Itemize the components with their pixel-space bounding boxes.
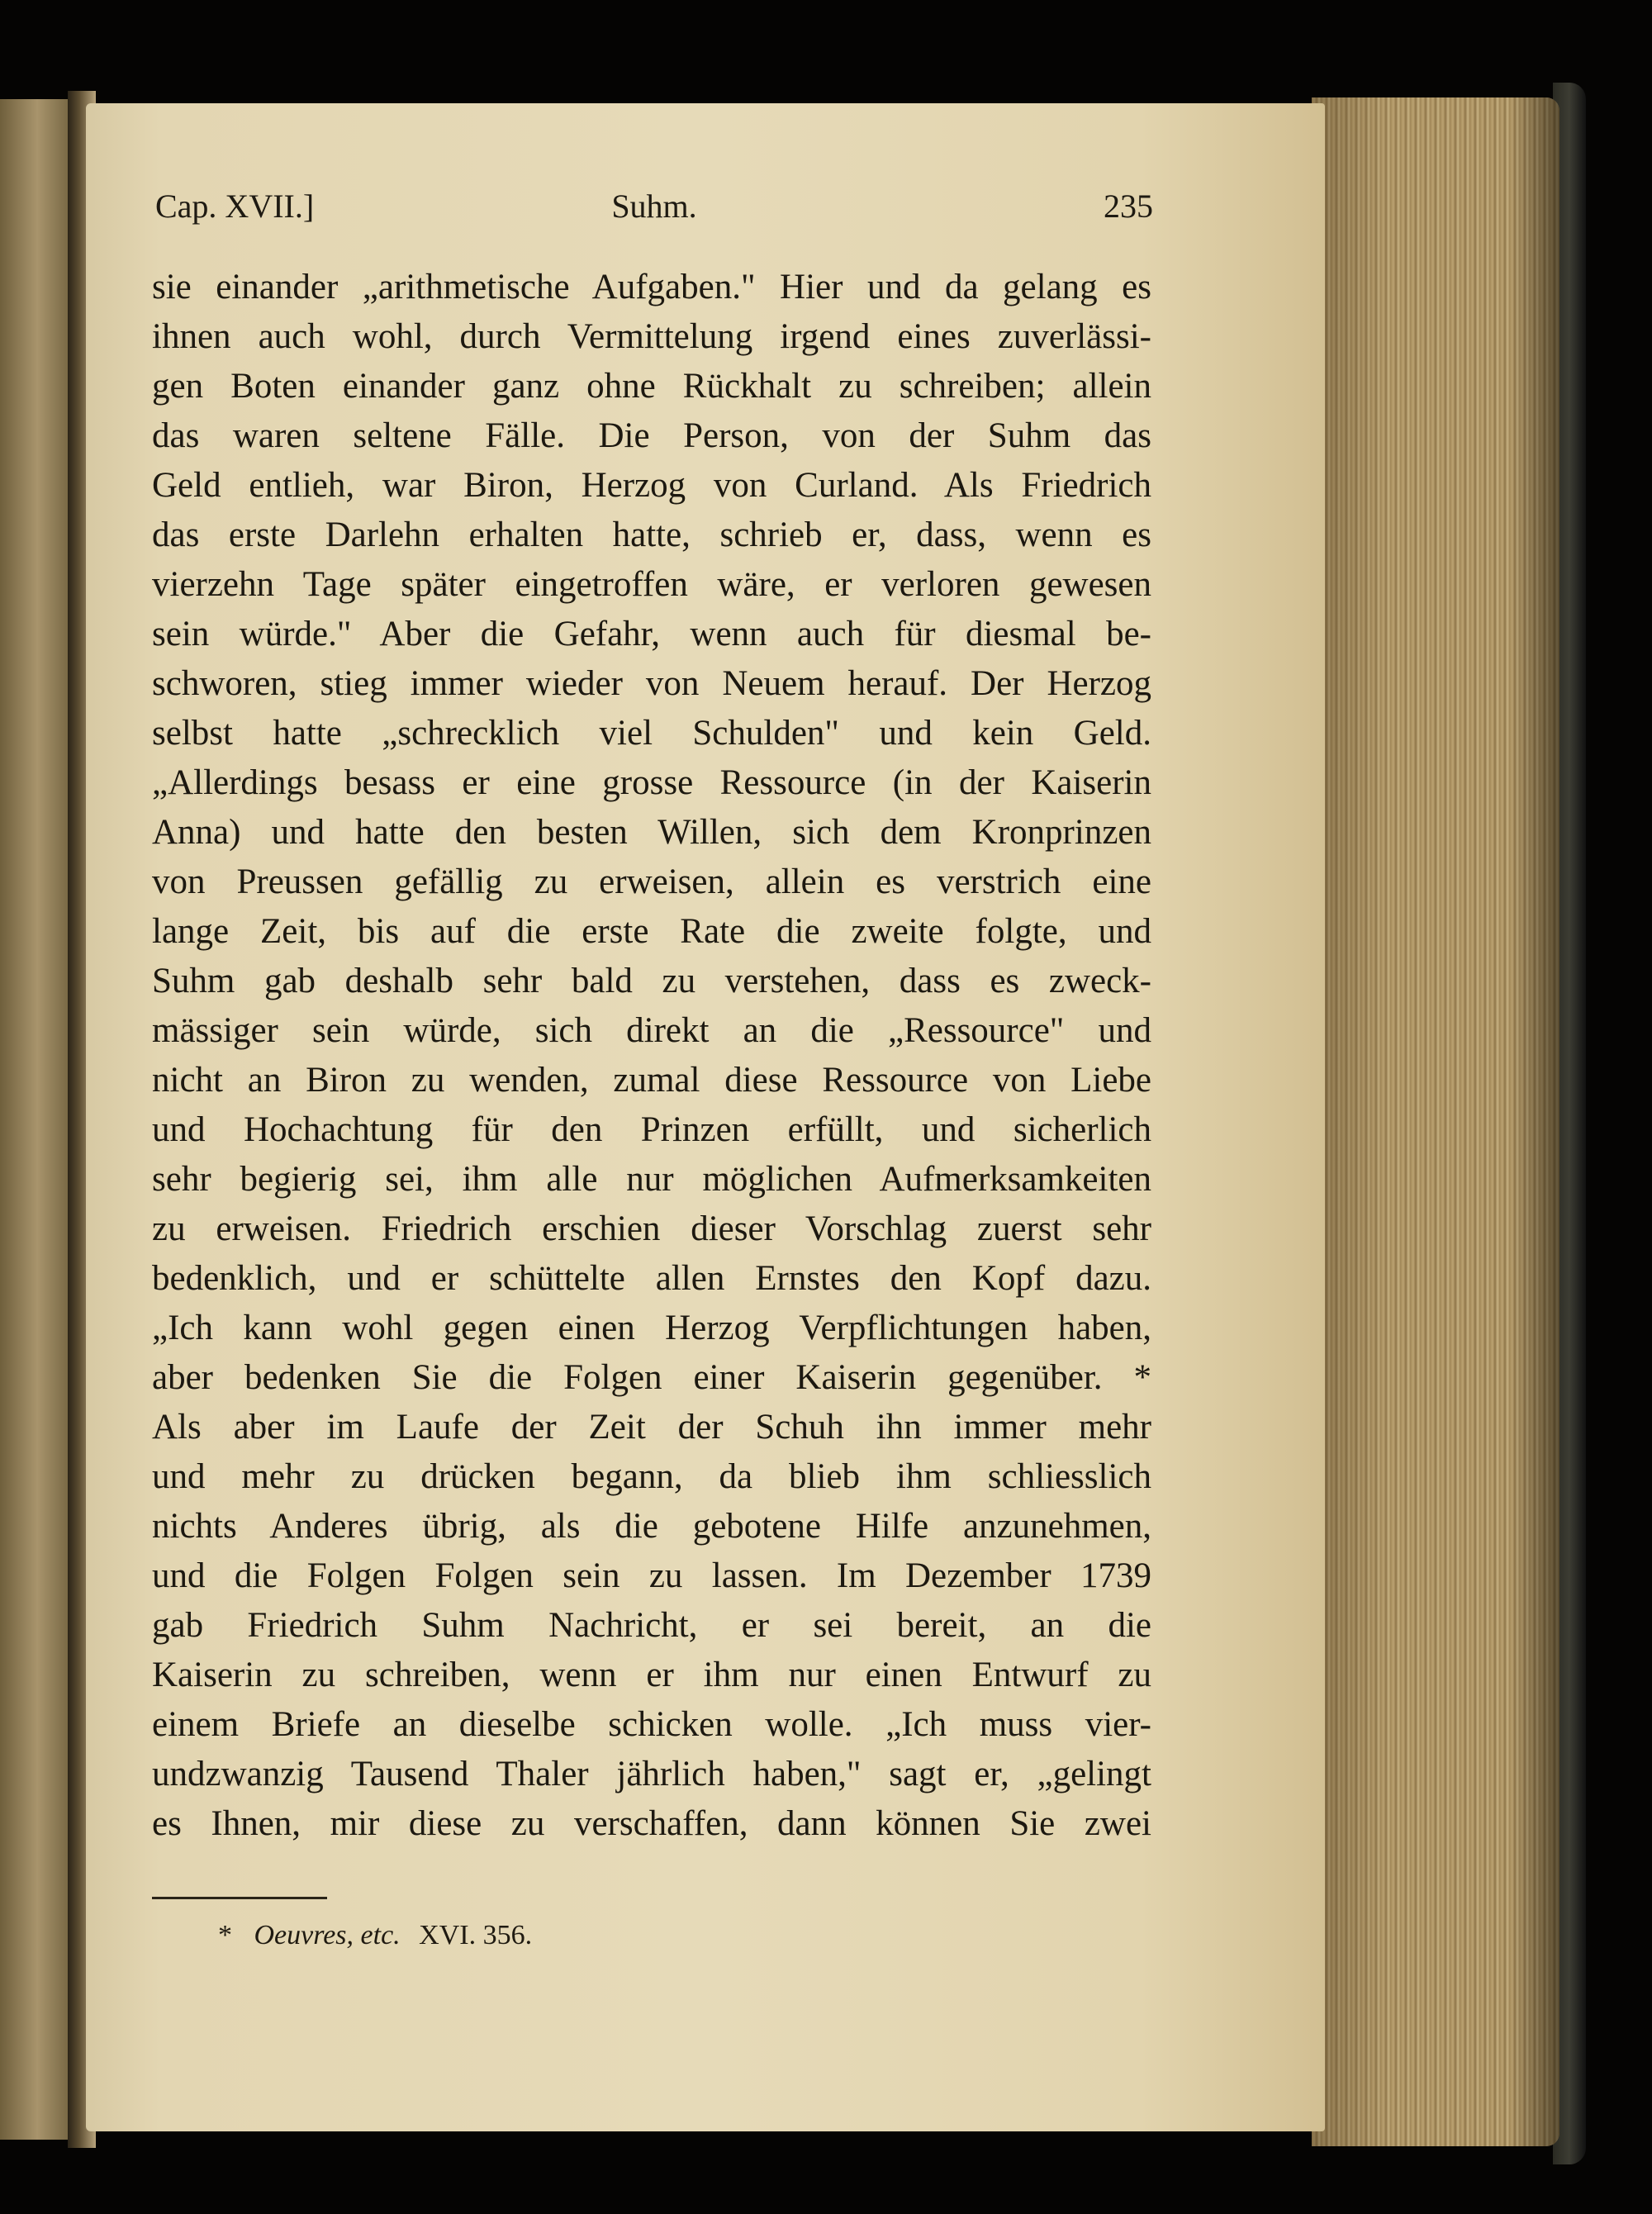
- footnote-reference: XVI. 356.: [419, 1920, 533, 1950]
- page-number: 235: [1104, 188, 1153, 225]
- text-line: Geld entlieh, war Biron, Herzog von Curland. Als Friedrich: [152, 466, 1151, 505]
- text-line: von Preussen gefällig zu erweisen, allein es verstrich eine: [152, 862, 1151, 901]
- text-line: vierzehn Tage später eingetroffen wäre, er verloren gewesen: [152, 565, 1151, 604]
- footnote: [218, 1915, 532, 1956]
- text-line: selbst hatte „schrecklich viel Schulden" und kein Geld.: [152, 714, 1151, 753]
- text-line: „Allerdings besass er eine grosse Ressource (in der Kaiserin: [152, 763, 1151, 802]
- text-line: gab Friedrich Suhm Nachricht, er sei bereit, an die: [152, 1606, 1151, 1645]
- running-header: [155, 187, 1153, 230]
- text-line: undzwanzig Tausend Thaler jährlich haben," sagt er, „gelingt: [152, 1755, 1151, 1794]
- footnote-work: Oeuvres, etc.: [254, 1920, 401, 1950]
- text-line: sehr begierig sei, ihm alle nur möglichen Aufmerksamkeiten: [152, 1160, 1151, 1199]
- body-text: [152, 263, 1151, 1849]
- text-line: nichts Anderes übrig, als die gebotene Hilfe anzunehmen,: [152, 1507, 1151, 1546]
- text-line: zu erweisen. Friedrich erschien dieser Vorschlag zuerst sehr: [152, 1209, 1151, 1248]
- text-line: mässiger sein würde, sich direkt an die „Ressource" und: [152, 1011, 1151, 1050]
- text-line: sie einander „arithmetische Aufgaben." Hier und da gelang es: [152, 268, 1151, 306]
- text-line: gen Boten einander ganz ohne Rückhalt zu schreiben; allein: [152, 367, 1151, 406]
- text-line: aber bedenken Sie die Folgen einer Kaiserin gegenüber. *: [152, 1358, 1151, 1397]
- text-line: das waren seltene Fälle. Die Person, von der Suhm das: [152, 416, 1151, 455]
- text-line: lange Zeit, bis auf die erste Rate die zweite folgte, und: [152, 912, 1151, 951]
- text-line: und mehr zu drücken begann, da blieb ihm schliesslich: [152, 1457, 1151, 1496]
- text-line: einem Briefe an dieselbe schicken wolle. „Ich muss vier-: [152, 1705, 1151, 1744]
- running-title: Suhm.: [611, 188, 697, 225]
- text-line: bedenklich, und er schüttelte allen Ernstes den Kopf dazu.: [152, 1259, 1151, 1298]
- page-block-shadow: [1312, 97, 1559, 2146]
- text-line: und die Folgen Folgen sein zu lassen. Im Dezember 1739: [152, 1556, 1151, 1595]
- text-line: Anna) und hatte den besten Willen, sich dem Kronprinzen: [152, 813, 1151, 852]
- text-line: es Ihnen, mir diese zu verschaffen, dann können Sie zwei: [152, 1804, 1151, 1843]
- text-line: Suhm gab deshalb sehr bald zu verstehen, dass es zweck-: [152, 962, 1151, 1000]
- text-line: sein würde." Aber die Gefahr, wenn auch für diesmal be-: [152, 615, 1151, 653]
- footnote-marker: *: [218, 1920, 232, 1950]
- text-line: nicht an Biron zu wenden, zumal diese Ressource von Liebe: [152, 1061, 1151, 1100]
- text-line: „Ich kann wohl gegen einen Herzog Verpflichtungen haben,: [152, 1309, 1151, 1347]
- text-line: und Hochachtung für den Prinzen erfüllt, und sicherlich: [152, 1110, 1151, 1149]
- chapter-label: Cap. XVII.]: [155, 188, 315, 225]
- left-page-edge: [0, 99, 68, 2140]
- text-line: Als aber im Laufe der Zeit der Schuh ihn immer mehr: [152, 1408, 1151, 1447]
- text-line: das erste Darlehn erhalten hatte, schrieb er, dass, wenn es: [152, 515, 1151, 554]
- footnote-rule: [152, 1897, 327, 1899]
- text-line: ihnen auch wohl, durch Vermittelung irgend eines zuverlässi-: [152, 317, 1151, 356]
- text-line: Kaiserin zu schreiben, wenn er ihm nur einen Entwurf zu: [152, 1656, 1151, 1694]
- text-line: schworen, stieg immer wieder von Neuem herauf. Der Herzog: [152, 664, 1151, 703]
